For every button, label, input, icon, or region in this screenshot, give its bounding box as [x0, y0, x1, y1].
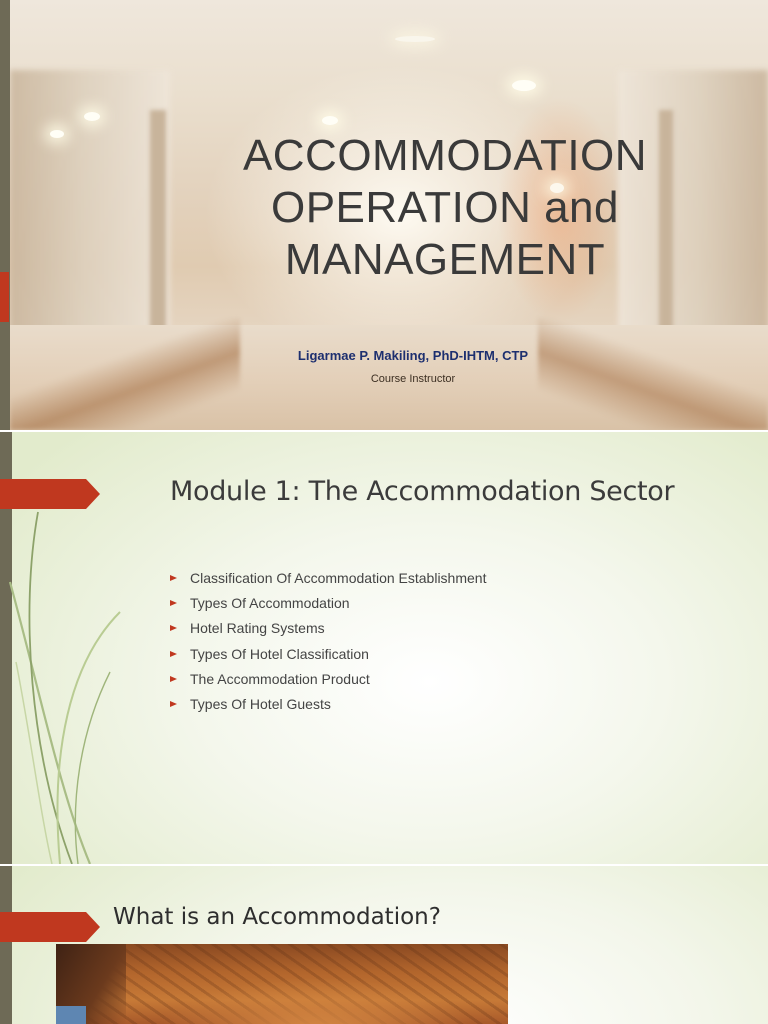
wood-ceiling-photo [56, 944, 508, 1024]
module-topic-list [170, 570, 486, 721]
list-item [170, 570, 486, 595]
ceiling-light [50, 130, 64, 138]
ceiling-light [322, 116, 338, 125]
instructor-role: Course Instructor [370, 373, 456, 385]
title-slide[interactable] [0, 0, 768, 430]
module-slide[interactable] [0, 432, 768, 864]
red-arrow-bullet-icon [170, 701, 177, 707]
list-item-text: The Accommodation Product [190, 670, 370, 687]
red-arrow-tab-icon [0, 479, 100, 509]
red-arrow-bullet-icon [170, 676, 177, 682]
slide-edge-bar [0, 0, 10, 430]
title-line: MANAGEMENT [284, 235, 606, 284]
list-item [170, 671, 486, 696]
list-item-text: Hotel Rating Systems [190, 620, 325, 637]
ceiling-light [84, 112, 100, 121]
module-title: Module 1: The Accommodation Sector [170, 476, 675, 507]
list-item [170, 595, 486, 620]
list-item-text: Types Of Accommodation [190, 595, 350, 612]
presentation-title [200, 130, 690, 286]
red-arrow-bullet-icon [170, 651, 177, 657]
ceiling-light [512, 80, 536, 91]
definition-slide[interactable] [0, 866, 768, 1024]
red-accent-tab [0, 272, 9, 322]
list-item [170, 620, 486, 645]
red-arrow-tab-icon [0, 912, 100, 942]
ceiling-light [395, 36, 435, 42]
title-line: ACCOMMODATION [242, 131, 648, 180]
list-item-text: Types Of Hotel Classification [190, 645, 369, 662]
background-pillar [150, 110, 166, 330]
slide-title: What is an Accommodation? [113, 904, 441, 930]
instructor-name: Ligarmae P. Makiling, PhD-IHTM, CTP [297, 348, 529, 363]
list-item [170, 696, 486, 721]
red-arrow-bullet-icon [170, 575, 177, 581]
list-item-text: Classification Of Accommodation Establishment [190, 570, 487, 586]
list-item [170, 646, 486, 671]
title-line: OPERATION and [270, 183, 619, 232]
red-arrow-bullet-icon [170, 600, 177, 606]
list-item-text: Types Of Hotel Guests [190, 695, 331, 712]
red-arrow-bullet-icon [170, 625, 177, 631]
